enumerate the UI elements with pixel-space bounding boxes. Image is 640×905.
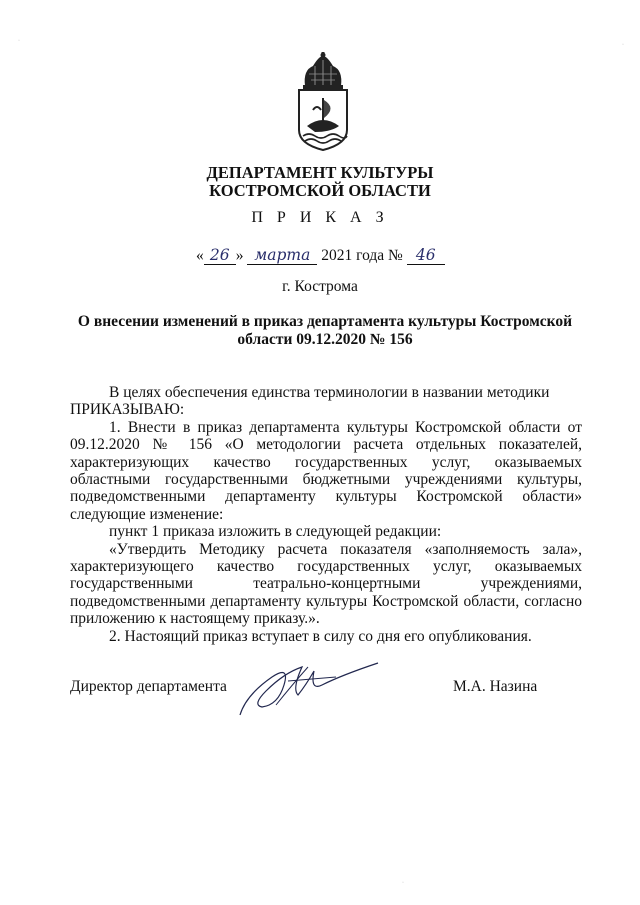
date-open-quote: «	[196, 247, 204, 264]
date-number-line	[196, 246, 445, 265]
date-year-text: 2021 года №	[321, 247, 403, 264]
body-paragraph-order-word: ПРИКАЗЫВАЮ:	[70, 401, 185, 419]
date-close-quote: »	[235, 247, 244, 264]
department-name-line1: ДЕПАРТАМЕНТ КУЛЬТУРЫ	[206, 163, 434, 182]
scan-dot: ·	[402, 880, 404, 886]
coat-of-arms-icon	[291, 52, 355, 152]
body-paragraph: «Утвердить Методику расчета показателя «заполняемость зала», характеризующего качество государственных услуг, оказываемых государственными театрально-концертными учреждениями, подведомственными департаменту культуры Костромской области, согласно приложению к настоящему приказу.».	[70, 540, 582, 628]
body-paragraph: 1. Внести в приказ департамента культуры Костромской области от 09.12.2020 № 156 «О методологии расчета отдельных показателей, характеризующих качество государственных услуг, оказываемых областными государственными бюджетными учреждениями культуры, подведомственными департаменту культуры Костромской области» следующие изменение:	[70, 418, 582, 523]
city: г. Кострома	[282, 278, 358, 295]
order-number-handwritten: 46	[407, 246, 445, 265]
body-paragraph: В целях обеспечения единства терминологии в названии методики	[109, 384, 550, 401]
date-day-handwritten: 26	[204, 246, 236, 265]
scan-dot: ·	[622, 42, 624, 48]
body-paragraph: 2. Настоящий приказ вступает в силу со дня его опубликования.	[109, 627, 532, 645]
date-month-handwritten: марта	[247, 246, 317, 265]
document-type: П Р И К А З	[251, 209, 389, 226]
signatory-name: М.А. Назина	[453, 678, 538, 695]
department-name-line2: КОСТРОМСКОЙ ОБЛАСТИ	[209, 181, 431, 200]
scan-dot: ·	[18, 38, 20, 44]
handwritten-signature	[232, 655, 382, 721]
order-subject: О внесении изменений в приказ департамента культуры Костромской области 09.12.2020 № 156	[77, 313, 573, 348]
signatory-title: Директор департамента	[70, 678, 227, 695]
body-paragraph: пункт 1 приказа изложить в следующей редакции:	[109, 523, 442, 541]
order-body	[70, 384, 582, 645]
